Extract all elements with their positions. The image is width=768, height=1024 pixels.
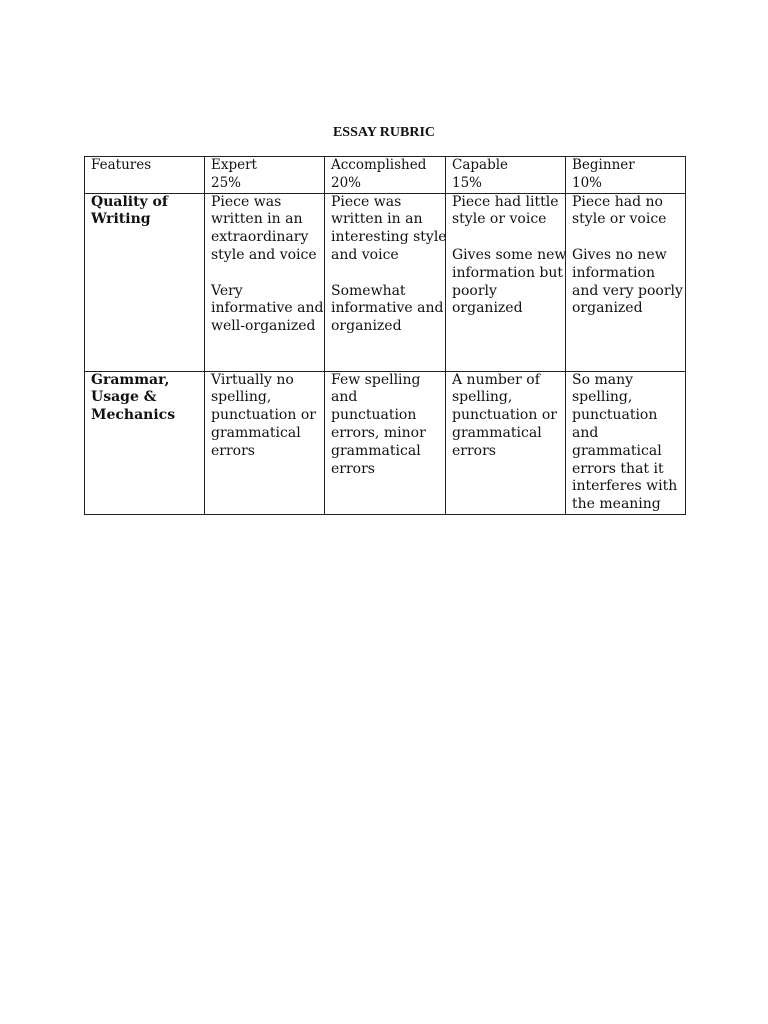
cell-text: written in an: [211, 211, 303, 228]
cell-text: errors that it: [572, 460, 664, 477]
cell-text: informative and: [211, 300, 324, 317]
rubric-table: [84, 156, 686, 515]
cell-quality-beginner: [566, 193, 686, 371]
cell-text: and: [331, 389, 358, 406]
cell-text: organized: [331, 318, 402, 335]
cell-text: information: [572, 264, 655, 281]
level-name: Capable: [452, 157, 509, 173]
cell-text: punctuation: [572, 407, 658, 424]
cell-text: well-organized: [211, 318, 316, 335]
cell-text: informative and: [331, 300, 444, 317]
cell-grammar-beginner: [566, 371, 686, 514]
cell-quality-expert: [205, 193, 325, 371]
cell-text: spelling,: [572, 389, 633, 406]
cell-text: extraordinary: [211, 229, 309, 246]
header-level-beginner: [566, 157, 686, 194]
level-name: Accomplished: [331, 157, 427, 173]
cell-text: the meaning: [572, 496, 661, 513]
table-header-row: [85, 157, 686, 194]
feature-label: Mechanics: [91, 407, 176, 424]
cell-text: Somewhat: [331, 282, 406, 299]
cell-text: Piece had no: [572, 193, 663, 210]
cell-text: Piece was: [331, 193, 402, 210]
header-level-accomplished: [325, 157, 446, 194]
cell-text: grammatical: [452, 424, 542, 441]
cell-text: Gives some new: [452, 246, 567, 263]
cell-text: grammatical: [572, 442, 662, 459]
level-weight: 25%: [211, 174, 242, 191]
header-level-capable: [446, 157, 566, 194]
cell-text: Piece had little: [452, 193, 559, 210]
cell-text: So many: [572, 371, 634, 388]
paragraph-gap: [331, 265, 441, 283]
header-features-label: Features: [91, 157, 152, 173]
cell-text: Gives no new: [572, 246, 667, 263]
feature-label: Quality of: [91, 193, 168, 210]
feature-grammar-usage-mechanics: [85, 371, 205, 514]
cell-text: and: [572, 424, 599, 441]
cell-text: Piece was: [211, 193, 282, 210]
cell-text: A number of: [452, 371, 540, 388]
cell-quality-capable: [446, 193, 566, 371]
cell-text: Few spelling: [331, 371, 421, 388]
cell-text: punctuation: [331, 407, 417, 424]
cell-text: written in an: [331, 211, 423, 228]
cell-text: poorly: [452, 282, 497, 299]
table-row: [85, 193, 686, 371]
level-weight: 15%: [452, 174, 483, 191]
cell-text: organized: [452, 300, 523, 317]
cell-grammar-capable: [446, 371, 566, 514]
paragraph-gap: [452, 229, 561, 247]
cell-text: and very poorly: [572, 282, 683, 299]
cell-text: and voice: [331, 246, 399, 263]
header-level-expert: [205, 157, 325, 194]
cell-text: spelling,: [452, 389, 513, 406]
cell-grammar-accomplished: [325, 371, 446, 514]
cell-text: grammatical: [331, 442, 421, 459]
cell-text: interesting style: [331, 229, 447, 246]
cell-text: Virtually no: [211, 371, 294, 388]
cell-text: Very: [211, 282, 243, 299]
level-weight: 10%: [572, 174, 603, 191]
cell-text: spelling,: [211, 389, 272, 406]
level-name: Beginner: [572, 157, 635, 173]
cell-text: errors: [331, 460, 375, 477]
cell-text: errors: [452, 442, 496, 459]
cell-text: punctuation or: [211, 407, 316, 424]
cell-text: style or voice: [572, 211, 667, 228]
cell-quality-accomplished: [325, 193, 446, 371]
paragraph-gap: [572, 229, 681, 247]
paragraph-gap: [211, 265, 320, 283]
page-title: ESSAY RUBRIC: [332, 125, 436, 140]
cell-text: interferes with: [572, 478, 678, 495]
table-row: [85, 371, 686, 514]
header-features: [85, 157, 205, 194]
feature-label: Grammar,: [91, 371, 170, 388]
cell-text: style and voice: [211, 246, 317, 263]
cell-text: style or voice: [452, 211, 547, 228]
level-name: Expert: [211, 157, 257, 173]
feature-label: Writing: [91, 211, 151, 228]
cell-text: errors: [211, 442, 255, 459]
feature-label: Usage &: [91, 389, 157, 406]
cell-text: punctuation or: [452, 407, 557, 424]
level-weight: 20%: [331, 174, 362, 191]
cell-text: organized: [572, 300, 643, 317]
cell-text: information but: [452, 264, 564, 281]
cell-text: errors, minor: [331, 424, 426, 441]
cell-text: grammatical: [211, 424, 301, 441]
cell-grammar-expert: [205, 371, 325, 514]
feature-quality-of-writing: [85, 193, 205, 371]
